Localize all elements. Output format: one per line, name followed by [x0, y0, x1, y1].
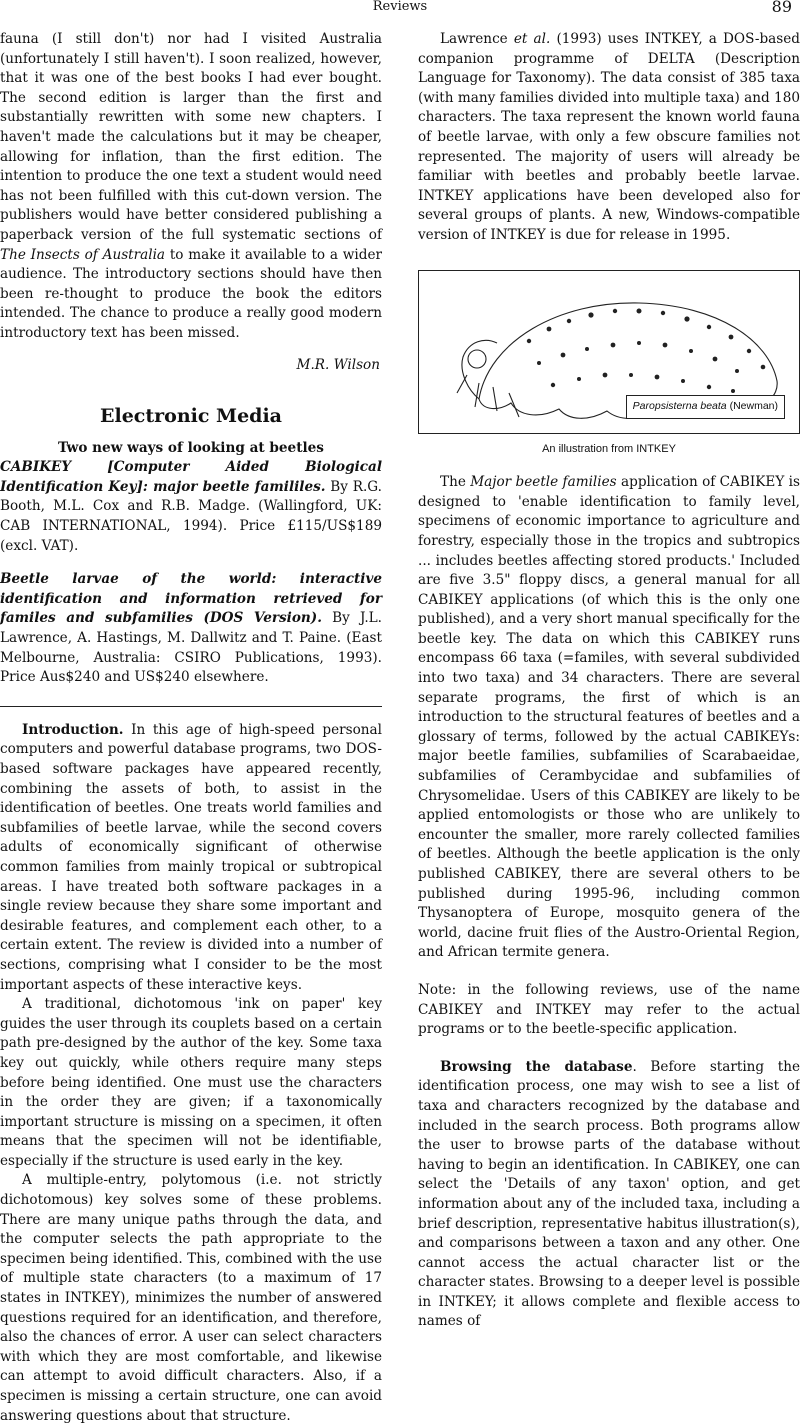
citation-cabikey-title: CABIKEY [Computer Aided Biological Identification Key]: major beetle famililes.	[0, 459, 382, 495]
section-title: Electronic Media	[100, 405, 282, 428]
reviewer-signature: M.R. Wilson	[296, 356, 380, 373]
lawrence-paragraph: Lawrence et al. (1993) uses INTKEY, a DOS-based companion programme of DELTA (Description Language for Taxonomy). The data consist of 385 taxa (with many families divided into multiple taxa) and 180 characters. The taxa represent the known world fauna of beetle larvae, with only a few obscure families not represented. The majority of users will already be familiar with beetles and probably beetle larvae. INTKEY applications have been developed also for several groups of plants. A new, Windows-compatible version of INTKEY is due for release in 1995.	[418, 31, 800, 243]
running-head	[0, 0, 800, 18]
citation-beetle-larvae-title: Beetle larvae of the world: interactive identification and information retrieved for familes and subfamilies (DOS Version).	[0, 571, 382, 627]
major-beetle-families-paragraph: The Major beetle families application of CABIKEY is designed to 'enable identification to family level, specimens of economic importance to agriculture and forestry, especially those in the tropics and subtropics ... includes beetles affecting stored products.' Included are five 3.5" floppy discs, a general manual for all CABIKEY applications (of which this is the only one published), and a very short manual specifically for the beetle key. The data on which this CABIKEY runs encompass 66 taxa (=familes, with several subdivided into two taxa) and 34 characters. There are several separate programs, the first of which is an introduction to the structural features of beetles and a glossary of terms, followed by the actual CABIKEYs: major beetle families, subfamilies of Scarabaeidae, subfamilies of Cerambycidae and subfamilies of Chrysomelidae. Users of this CABIKEY are likely to be applied entomologists or those who are unlikely to encounter the smaller, more rarely collected families of beetles. Although the beetle application is the only published CABIKEY, there are several others to be published during 1995-96, including common Thysanoptera of Europe, mosquito genera of the world, dacine fruit flies of the Austro-Oriental Region, and African termite genera.	[418, 474, 800, 961]
figure-species-label: Paropsisterna beata (Newman)	[626, 395, 785, 419]
citation-beetle-larvae: Beetle larvae of the world: interactive identification and information retrieved for familes and subfamilies (DOS Version). By J.L. Lawrence, A. Hastings, M. Dallwitz and T. Paine. (East Melbourne, Australia: CSIRO Publications, 1993). Price Aus$240 and US$240 elsewhere.	[0, 571, 383, 686]
traditional-key-paragraph: A traditional, dichotomous 'ink on paper' key guides the user through its couplets based on a certain path pre-designed by the author of the key. Some taxa key out quickly, while others require many steps before being identified. One must use the characters in the order they are given; if a taxonomically important structure is missing on a specimen, it often means that the specimen will not be identifiable, especially if the structure is used early in the key.	[0, 996, 382, 1169]
wilson-review-closing-paragraph: fauna (I still don't) nor had I visited Australia (unfortunately I still haven't). I soon realized, however, that it was one of the best books I had ever bought. The second edition is larger than the first and substantially rewritten with some new chapters. I haven't made the calculations but it may be cheaper, allowing for inflation, than the first edition. The intention to produce the one text a student would need has not been fulfilled with this cut-down version. The publishers would have better considered publishing a paperback version of the full systematic sections of The Insects of Australia to make it available to a wider audience. The introductory sections should have then been re-thought to produce the book the editors intended. The chance to produce a really good modern introductory text has been missed.	[0, 31, 383, 341]
review-subtitle: Two new ways of looking at beetles	[58, 439, 324, 456]
section-divider	[0, 706, 382, 707]
beetle-larva-figure	[418, 270, 800, 434]
left-column	[0, 30, 382, 1426]
multiple-entry-paragraph: A multiple-entry, polytomous (i.e. not strictly dichotomous) key solves some of these problems. There are many unique paths through the data, and the computer selects the path appropriate to the specimen being identified. This, combined with the use of multiple state characters (to a maximum of 17 states in INTKEY), minimizes the number of answered questions required for an identification, and therefore, also the chances of error. A user can select characters with which they are most comfortable, and likewise can attempt to avoid difficult characters. Also, if a specimen is missing a certain structure, one can avoid answering questions about that structure.	[0, 1172, 382, 1424]
citation-cabikey: CABIKEY [Computer Aided Biological Identification Key]: major beetle famililes. By R.G. Booth, M.L. Cox and R.B. Madge. (Wallingford, UK: CAB INTERNATIONAL, 1994). Price £115/US$189 (excl. VAT).	[0, 459, 382, 554]
note-paragraph: Note: in the following reviews, use of the name CABIKEY and INTKEY may refer to the actual programs or to the beetle-specific application.	[418, 981, 800, 1038]
browsing-paragraph: Browsing the database. Before starting the identification process, one may wish to see a list of taxa and characters recognized by the database and included in the search process. Both programs allow the user to browse parts of the database without having to begin an identification. In CABIKEY, one can select the 'Details of any taxon' option, and get information about any of the included taxa, including a brief description, representative habitus illustration(s), and comparisons between a taxon and any other. One cannot access the actual character list or the character states. Browsing to a deeper level is possible in INTKEY; it allows complete and flexible access to names of	[418, 1058, 800, 1330]
browsing-lead: Browsing the database	[440, 1058, 633, 1075]
page-number: 89	[771, 0, 792, 16]
introduction-paragraph: Introduction. In this age of high-speed personal computers and powerful database programs, two DOS-based software packages have appeared recently, combining the assets of both, to assist in the identification of beetles. One treats world families and subfamilies of beetle larvae, while the second covers adults of economically significant of otherwise common families from mainly tropical or subtropical areas. I have treated both software packages in a single review because they share some important and desirable features, and complement each other, to a certain extent. The review is divided into a number of sections, comprising what I consider to be the most important aspects of these interactive keys.	[0, 721, 382, 993]
introduction-lead: Introduction.	[22, 721, 124, 738]
running-head-title: Reviews	[372, 0, 428, 14]
figure-caption: An illustration from INTKEY	[542, 442, 676, 455]
book-title: The Insects of Australia	[0, 246, 166, 263]
right-column	[418, 30, 800, 1332]
